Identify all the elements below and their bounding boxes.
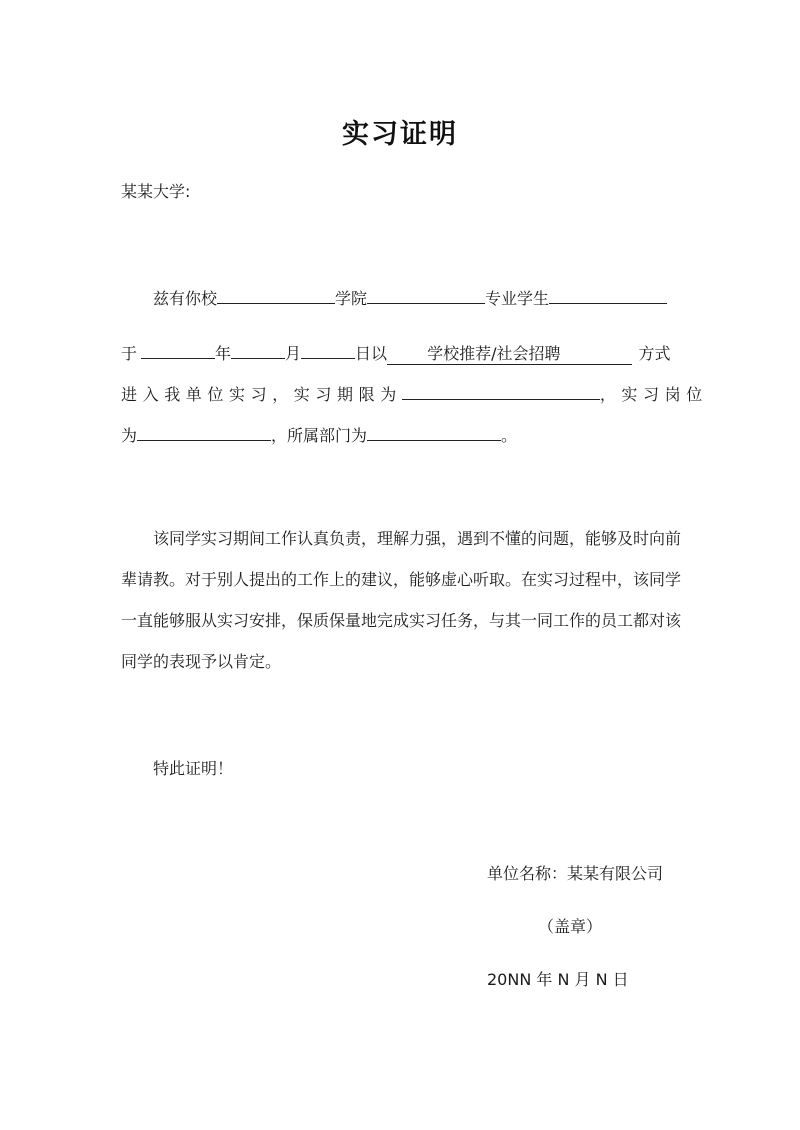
para1-text: ，所属部门为 (271, 426, 368, 445)
para1-text: 方式 (638, 344, 671, 363)
college-blank (367, 285, 485, 304)
para1-line4 (121, 422, 517, 448)
issue-date: 20NN 年 N 月 N 日 (487, 970, 629, 989)
unit-name: 单位名称：某某有限公司 (487, 864, 664, 883)
salutation: 某某大学: (121, 182, 191, 201)
school-blank (217, 285, 335, 304)
department-blank (367, 422, 501, 441)
para1-text: 兹有你校 (153, 289, 218, 308)
para1-text: 为 (121, 426, 138, 445)
month-blank (231, 340, 285, 359)
para2-line1: 该同学实习期间工作认真负责，理解力强，遇到不懂的问题，能够及时向前 (153, 529, 682, 548)
para2-line2: 辈请教。对于别人提出的工作上的建议，能够虚心听取。在实习过程中，该同学 (121, 570, 682, 589)
para1-line1 (153, 285, 667, 311)
para1-text: 。 (501, 426, 518, 445)
year-blank (141, 340, 215, 359)
para1-line3 (121, 381, 708, 407)
para1-text: 学院 (335, 289, 368, 308)
para1-text: 日以 (355, 344, 388, 363)
para1-line2 (121, 340, 670, 366)
major-blank (549, 285, 667, 304)
para1-text: 于 (121, 344, 138, 363)
para2-line3: 一直能够服从实习安排，保质保量地完成实习任务，与其一同工作的员工都对该 (121, 611, 682, 630)
document-title: 实习证明 (342, 119, 458, 150)
closing-statement: 特此证明！ (153, 759, 234, 778)
seal-note: （盖章） (538, 917, 603, 936)
para1-text: ，实习岗位 (599, 385, 708, 404)
para1-text: 专业学生 (485, 289, 550, 308)
para1-text: 年 (215, 344, 232, 363)
para1-text: 月 (285, 344, 302, 363)
para1-text: 进入我单位实习，实习期限为 (121, 385, 402, 404)
position-blank (137, 422, 271, 441)
method-field: 学校推荐/社会招聘 (387, 344, 632, 365)
period-blank (402, 381, 600, 400)
day-blank (301, 340, 355, 359)
para2-line4: 同学的表现予以肯定。 (121, 652, 282, 671)
